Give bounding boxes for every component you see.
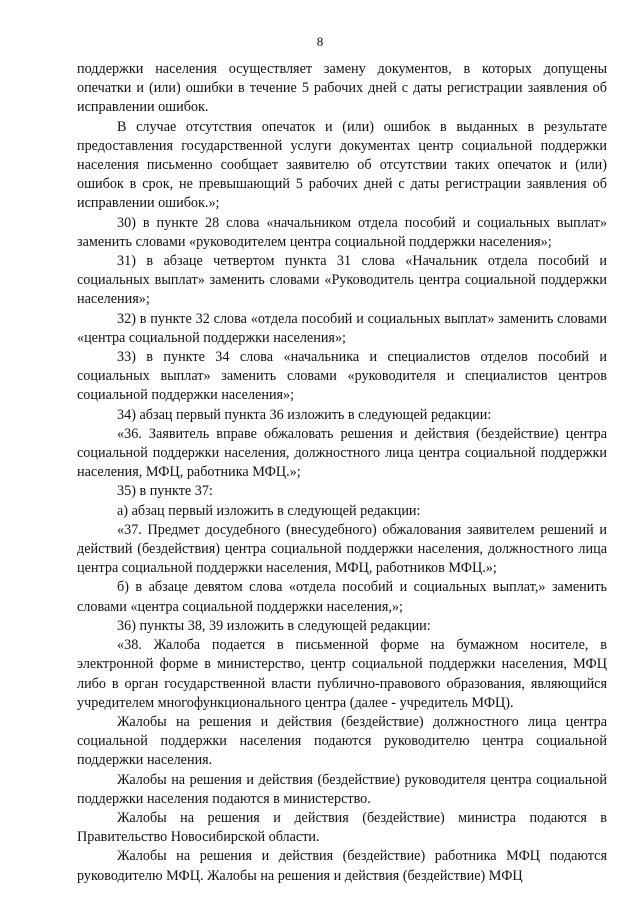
page-number: 8	[316, 34, 324, 49]
paragraph-continuation: поддержки населения осуществляет замену документов, в которых допущены опечатки и (или) ошибки в течение 5 рабочих дней с даты регистрации заявления об исправлении ошибок.	[77, 61, 607, 116]
paragraph-clause-37: «37. Предмет досудебного (внесудебного) обжалования заявителем решений и действий (бездействия) центра социальной поддержки населения, должностного лица центра социальной поддержки населения, МФЦ, работников МФЦ.»;	[77, 521, 607, 577]
paragraph-complaints-official: Жалобы на решения и действия (бездействие) должностного лица центра социальной поддержки населения подаются руководителю центра социальной поддержки населения.	[77, 713, 607, 769]
paragraph-item-35: 35) в пункте 37:	[117, 483, 213, 500]
paragraph-complaints-head: Жалобы на решения и действия (бездействие) руководителя центра социальной поддержки населения подаются в министерство.	[77, 771, 607, 807]
paragraph-clause-38: «38. Жалоба подается в письменной форме на бумажном носителе, в электронной форме в министерство, центр социальной поддержки населения, МФЦ либо в орган государственной власти публично-правового образования, являющийся учредителем многофункционального центра (далее - учредитель МФЦ).	[77, 637, 607, 711]
paragraph-no-errors: В случае отсутствия опечаток и (или) ошибок в выданных в результате предоставления государственной услуги документах центр социальной поддержки населения письменно сообщает заявителю об отсутствии таких опечаток и (или) ошибок в срок, не превышающий 5 рабочих дней с даты регистрации заявления об исправлении ошибок.»;	[77, 118, 607, 212]
paragraph-item-33: 33) в пункте 34 слова «начальника и специалистов отделов пособий и социальных выплат» заменить словами «руководителя и специалистов центров социальной поддержки населения»;	[77, 349, 607, 404]
paragraph-clause-36: «36. Заявитель вправе обжаловать решения и действия (бездействие) центра социальной поддержки населения, должностного лица центра социальной поддержки населения, МФЦ, работника МФЦ.»;	[77, 425, 607, 481]
paragraph-item-35-a: а) абзац первый изложить в следующей редакции:	[117, 502, 421, 519]
paragraph-item-36: 36) пункты 38, 39 изложить в следующей редакции:	[117, 617, 431, 634]
paragraph-item-32: 32) в пункте 32 слова «отдела пособий и социальных выплат» заменить словами «центра социальной поддержки населения»;	[77, 310, 607, 346]
paragraph-item-34: 34) абзац первый пункта 36 изложить в следующей редакции:	[117, 406, 492, 423]
paragraph-item-30: 30) в пункте 28 слова «начальником отдела пособий и социальных выплат» заменить словами «руководителем центра социальной поддержки населения»;	[77, 214, 607, 250]
paragraph-complaints-mfc: Жалобы на решения и действия (бездействие) работника МФЦ подаются руководителю МФЦ. Жалобы на решения и действия (бездействие) МФЦ	[77, 848, 607, 884]
paragraph-complaints-minister: Жалобы на решения и действия (бездействие) министра подаются в Правительство Новосибирской области.	[77, 809, 607, 846]
paragraph-item-35-b: б) в абзаце девятом слова «отдела пособий и социальных выплат,» заменить словами «центра социальной поддержки населения,»;	[77, 579, 607, 615]
document-body	[77, 60, 607, 886]
paragraph-item-31: 31) в абзаце четвертом пункта 31 слова «Начальник отдела пособий и социальных выплат» заменить словами «Руководитель центра социальной поддержки населения»;	[77, 253, 607, 308]
